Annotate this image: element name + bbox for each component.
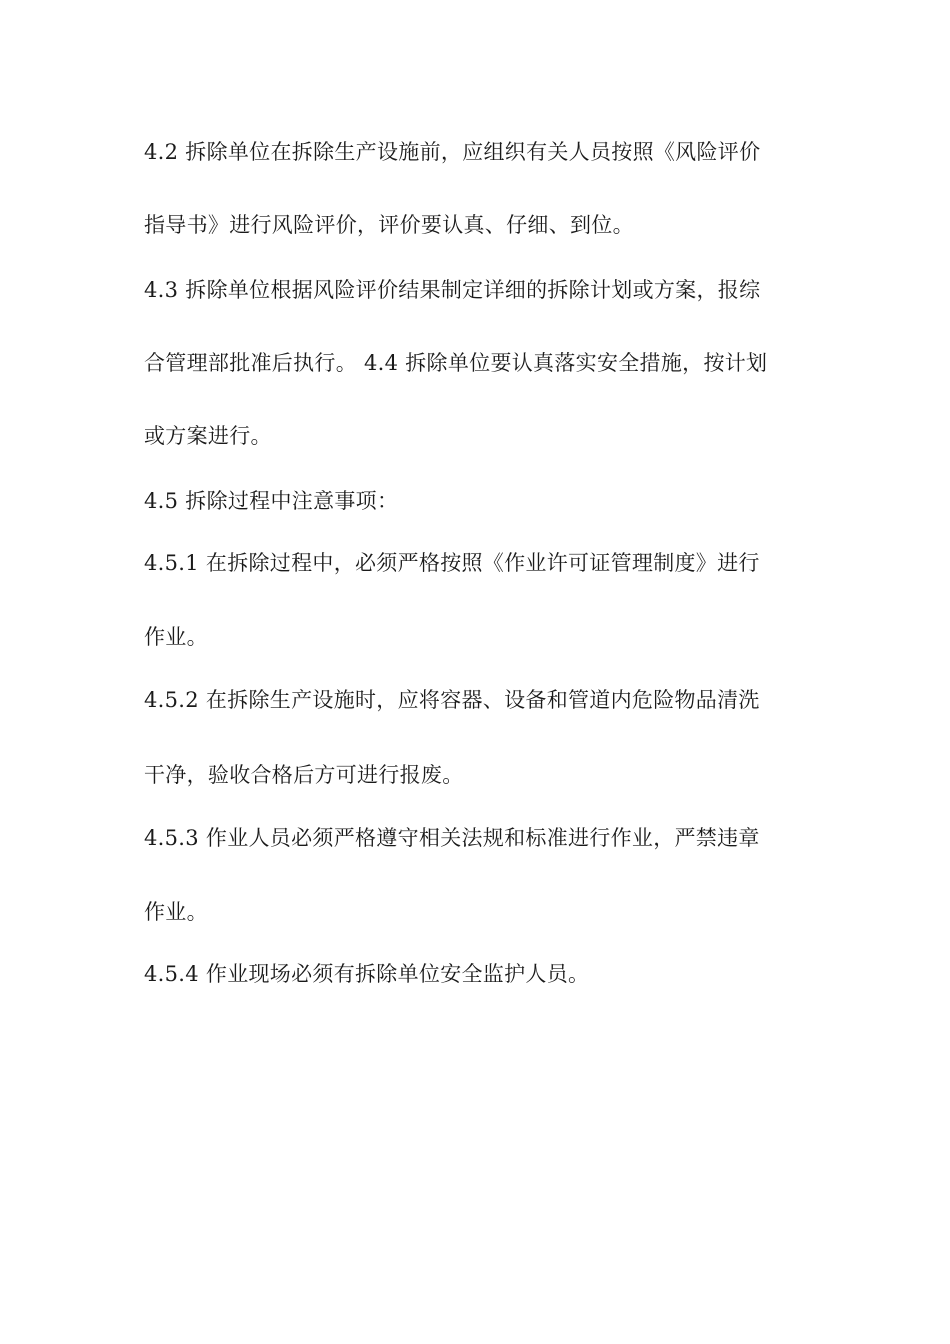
- text-line-4-2-part1: 4.2 拆除单位在拆除生产设施前，应组织有关人员按照《风险评价: [144, 140, 761, 164]
- text-line-4-5-3-part2: 作业。: [144, 900, 208, 924]
- text-line-4-5-2-part1: 4.5.2 在拆除生产设施时，应将容器、设备和管道内危险物品清洗: [144, 688, 760, 712]
- text-line-4-5-3-part1: 4.5.3 作业人员必须严格遵守相关法规和标准进行作业，严禁违章: [144, 826, 760, 850]
- text-line-4-5-1-part1: 4.5.1 在拆除过程中，必须严格按照《作业许可证管理制度》进行: [144, 551, 760, 575]
- text-line-4-5-heading: 4.5 拆除过程中注意事项：: [144, 489, 399, 513]
- text-line-4-3-part2: 合管理部批准后执行。 4.4 拆除单位要认真落实安全措施，按计划: [144, 351, 768, 375]
- text-line-4-3-part1: 4.3 拆除单位根据风险评价结果制定详细的拆除计划或方案，报综: [144, 278, 761, 302]
- text-line-4-5-2-part2: 干净，验收合格后方可进行报废。: [144, 763, 464, 787]
- text-line-4-4-part2: 或方案进行。: [144, 424, 272, 448]
- text-line-4-2-part2: 指导书》进行风险评价，评价要认真、仔细、到位。: [144, 213, 634, 237]
- text-line-4-5-1-part2: 作业。: [144, 625, 208, 649]
- text-line-4-5-4: 4.5.4 作业现场必须有拆除单位安全监护人员。: [144, 962, 590, 986]
